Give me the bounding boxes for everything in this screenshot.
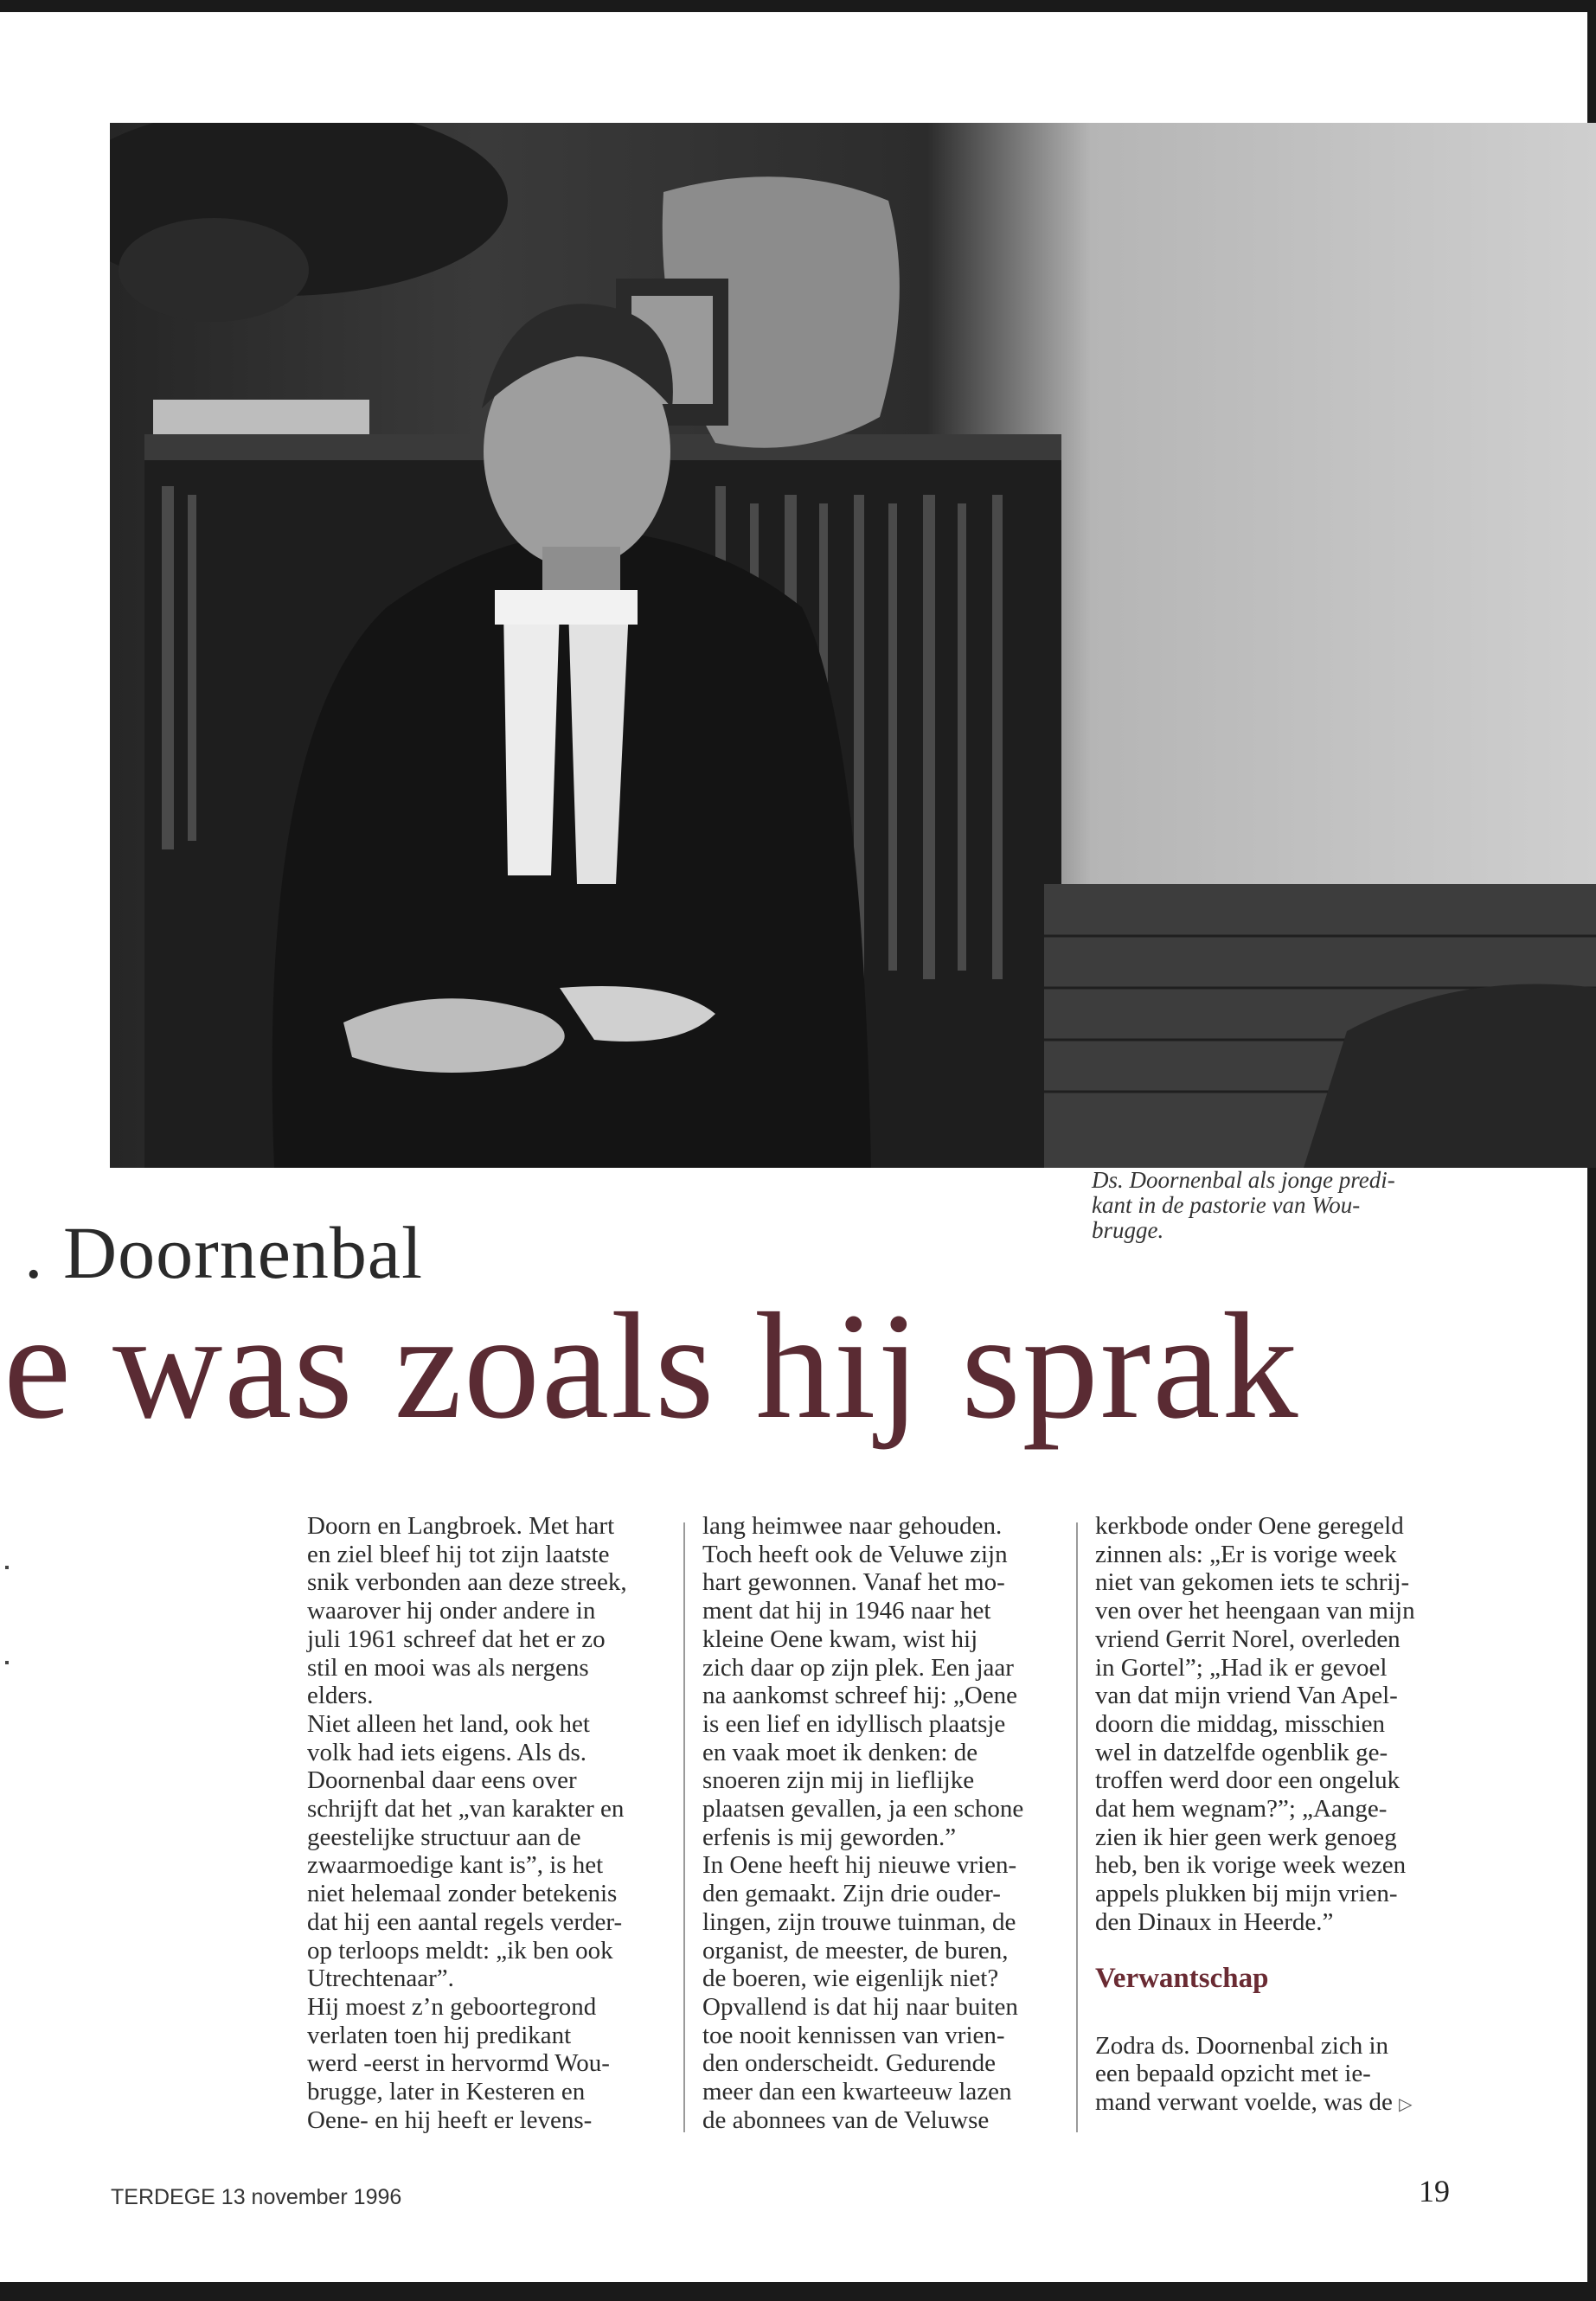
text-line: zich daar op zijn plek. Een jaar xyxy=(702,1653,1014,1682)
text-line: is een lief en idyllisch plaatsje xyxy=(702,1709,1006,1738)
text-line: elders. xyxy=(307,1682,374,1710)
text-line: in Gortel”; „Had ik er gevoel xyxy=(1095,1653,1388,1682)
text-line: zinnen als: „Er is vorige week xyxy=(1095,1540,1397,1568)
text-line: kleine Oene kwam, wist hij xyxy=(702,1625,978,1653)
text-line: Doornenbal daar eens over xyxy=(307,1766,577,1795)
caption-line: brugge. xyxy=(1092,1217,1164,1243)
text-line: schrijft dat het „van karakter en xyxy=(307,1795,625,1823)
text-line: van dat mijn vriend Van Apel- xyxy=(1095,1682,1398,1710)
text-line: Hij moest z’n geboortegrond xyxy=(307,1992,597,2021)
caption-line: Ds. Doornenbal als jonge predi- xyxy=(1092,1167,1395,1193)
text-line: brugge, later in Kesteren en xyxy=(307,2078,586,2106)
text-line: kerkbode onder Oene geregeld xyxy=(1095,1512,1404,1540)
text-line: volk had iets eigens. Als ds. xyxy=(307,1738,587,1766)
text-line: werd -eerst in hervormd Wou- xyxy=(307,2049,610,2078)
text-line: Opvallend is dat hij naar buiten xyxy=(702,1992,1018,2021)
text-line: hart gewonnen. Vanaf het mo- xyxy=(702,1568,1005,1597)
text-line: meer dan een kwarteeuw lazen xyxy=(702,2078,1012,2106)
text-line: en vaak moet ik denken: de xyxy=(702,1738,978,1766)
text-line: toe nooit kennissen van vrien- xyxy=(702,2021,1005,2049)
headline: e was zoals hij sprak xyxy=(3,1282,1300,1451)
text-line: zwaarmoedige kant is”, is het xyxy=(307,1851,604,1880)
text-line: Doorn en Langbroek. Met hart xyxy=(307,1512,615,1540)
continue-arrow-icon: ▷ xyxy=(1399,2094,1413,2114)
column-divider xyxy=(1076,1522,1078,2132)
caption-line: kant in de pastorie van Wou- xyxy=(1092,1192,1361,1218)
text-line: den Dinaux in Heerde.” xyxy=(1095,1907,1334,1936)
text-line: organist, de meester, de buren, xyxy=(702,1936,1009,1965)
publication-footer: TERDEGE 13 november 1996 xyxy=(111,2185,402,2209)
text-line: Niet alleen het land, ook het xyxy=(307,1709,590,1738)
author-name: . Doornenbal xyxy=(24,1211,423,1294)
text-line: appels plukken bij mijn vrien- xyxy=(1095,1880,1398,1908)
text-column-2 xyxy=(702,1512,1066,2134)
text-column-3 xyxy=(1095,1512,1458,2119)
text-line: een bepaald opzicht met ie- xyxy=(1095,2060,1371,2088)
text-column-1 xyxy=(307,1512,670,2134)
text-line: na aankomst schreef hij: „Oene xyxy=(702,1682,1017,1710)
text-line: Utrechtenaar”. xyxy=(307,1965,454,1993)
subheading: Verwantschap xyxy=(1095,1962,1269,1994)
margin-mark xyxy=(5,1566,9,1569)
text-line xyxy=(1095,2088,1458,2119)
text-line: In Oene heeft hij nieuwe vrien- xyxy=(702,1851,1017,1880)
text-line: verlaten toen hij predikant xyxy=(307,2021,572,2049)
text-line: lang heimwee naar gehouden. xyxy=(702,1512,1003,1540)
text-line: snoeren zijn mij in lieflijke xyxy=(702,1766,975,1795)
text-line: den gemaakt. Zijn drie ouder- xyxy=(702,1880,1001,1908)
text-line: niet van gekomen iets te schrij- xyxy=(1095,1568,1410,1597)
page-number: 19 xyxy=(1419,2174,1450,2208)
text-line: stil en mooi was als nergens xyxy=(307,1653,589,1682)
column-divider xyxy=(683,1522,685,2132)
text-line: den onderscheidt. Gedurende xyxy=(702,2049,997,2078)
text-line: doorn die middag, misschien xyxy=(1095,1709,1386,1738)
text-line: erfenis is mij geworden.” xyxy=(702,1823,957,1851)
portrait-photograph xyxy=(110,123,1596,1168)
text-line: Toch heeft ook de Veluwe zijn xyxy=(702,1540,1008,1568)
text-line: dat hem wegnam?”; „Aange- xyxy=(1095,1795,1388,1823)
text-line: Oene- en hij heeft er levens- xyxy=(307,2106,593,2134)
text-line: wel in datzelfde ogenblik ge- xyxy=(1095,1738,1388,1766)
text-line: ven over het heengaan van mijn xyxy=(1095,1597,1415,1625)
text-line: en ziel bleef hij tot zijn laatste xyxy=(307,1540,610,1568)
text-line: de abonnees van de Veluwse xyxy=(702,2106,990,2134)
text-line: niet helemaal zonder betekenis xyxy=(307,1880,618,1908)
page-border-top xyxy=(0,0,1596,12)
page-border-bottom xyxy=(0,2282,1596,2301)
text-line: geestelijke structuur aan de xyxy=(307,1823,581,1851)
text-line: Zodra ds. Doornenbal zich in xyxy=(1095,2031,1389,2060)
text-line: zien ik hier geen werk genoeg xyxy=(1095,1823,1397,1851)
text-line: op terloops meldt: „ik ben ook xyxy=(307,1936,613,1965)
text-line: ment dat hij in 1946 naar het xyxy=(702,1597,991,1625)
photo-caption xyxy=(1092,1168,1481,1243)
photograph-icon xyxy=(110,123,1596,1168)
text-line: lingen, zijn trouwe tuinman, de xyxy=(702,1907,1016,1936)
text-line: plaatsen gevallen, ja een schone xyxy=(702,1795,1024,1823)
text-line: snik verbonden aan deze streek, xyxy=(307,1568,627,1597)
text-line: waarover hij onder andere in xyxy=(307,1597,596,1625)
text-line: dat hij een aantal regels verder- xyxy=(307,1907,623,1936)
text-line: de boeren, wie eigenlijk niet? xyxy=(702,1965,999,1993)
text-line-content: mand verwant voelde, was de xyxy=(1095,2087,1393,2116)
text-line: vriend Gerrit Norel, overleden xyxy=(1095,1625,1401,1653)
margin-mark xyxy=(5,1661,9,1664)
text-line: juli 1961 schreef dat het er zo xyxy=(307,1625,606,1653)
text-line: heb, ben ik vorige week wezen xyxy=(1095,1851,1407,1880)
text-line: troffen werd door een ongeluk xyxy=(1095,1766,1401,1795)
